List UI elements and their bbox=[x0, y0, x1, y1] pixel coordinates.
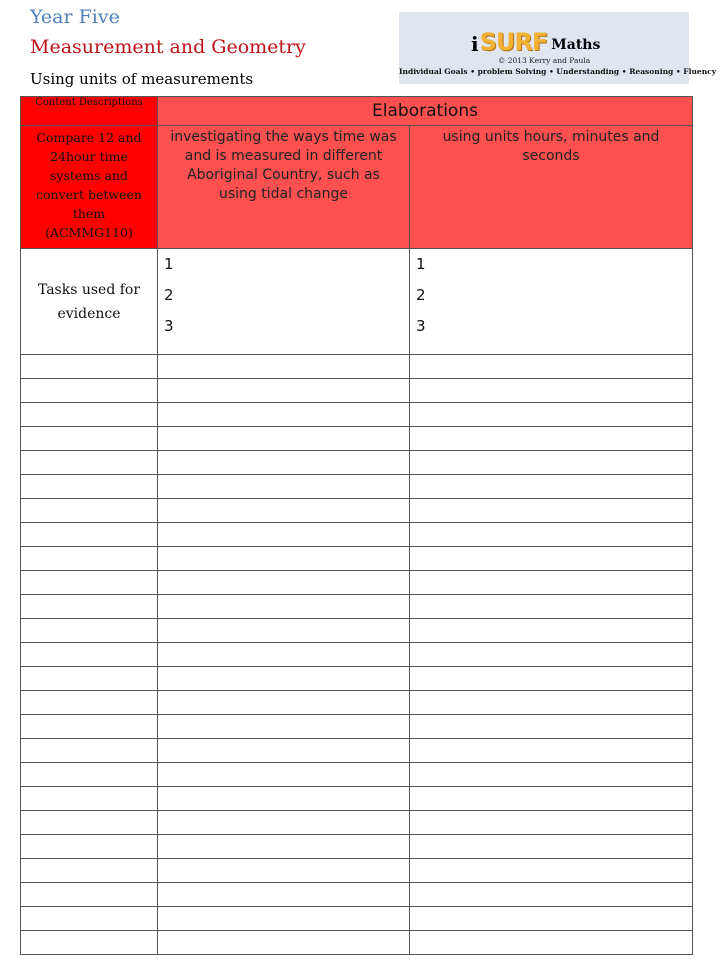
blank-cell[interactable] bbox=[21, 643, 158, 667]
blank-cell[interactable] bbox=[410, 859, 693, 883]
blank-cell[interactable] bbox=[158, 619, 410, 643]
blank-row bbox=[21, 547, 693, 571]
blank-cell[interactable] bbox=[410, 427, 693, 451]
logo-brand-i: i bbox=[471, 32, 479, 56]
blank-row bbox=[21, 739, 693, 763]
blank-cell[interactable] bbox=[410, 379, 693, 403]
blank-cell[interactable] bbox=[158, 643, 410, 667]
blank-cell[interactable] bbox=[410, 667, 693, 691]
blank-cell[interactable] bbox=[158, 931, 410, 955]
blank-cell[interactable] bbox=[410, 403, 693, 427]
blank-cell[interactable] bbox=[21, 523, 158, 547]
blank-row bbox=[21, 715, 693, 739]
table-header-row bbox=[21, 97, 693, 126]
blank-cell[interactable] bbox=[158, 475, 410, 499]
blank-cell[interactable] bbox=[158, 883, 410, 907]
elaborations-header: Elaborations bbox=[158, 97, 693, 126]
blank-cell[interactable] bbox=[21, 739, 158, 763]
blank-cell[interactable] bbox=[410, 811, 693, 835]
blank-cell[interactable] bbox=[410, 451, 693, 475]
task-number-3: 3 bbox=[164, 317, 174, 335]
blank-cell[interactable] bbox=[21, 859, 158, 883]
blank-cell[interactable] bbox=[410, 547, 693, 571]
blank-row bbox=[21, 667, 693, 691]
blank-cell[interactable] bbox=[21, 475, 158, 499]
tasks-label-cell: Tasks used for evidence bbox=[21, 249, 158, 355]
tasks-list-left[interactable] bbox=[158, 249, 410, 355]
blank-cell[interactable] bbox=[410, 787, 693, 811]
blank-cell[interactable] bbox=[158, 859, 410, 883]
blank-cell[interactable] bbox=[158, 739, 410, 763]
tasks-list-right[interactable] bbox=[410, 249, 693, 355]
blank-cell[interactable] bbox=[21, 547, 158, 571]
task-number-1: 1 bbox=[416, 255, 426, 273]
blank-row bbox=[21, 811, 693, 835]
blank-cell[interactable] bbox=[410, 499, 693, 523]
blank-cell[interactable] bbox=[21, 883, 158, 907]
blank-cell[interactable] bbox=[410, 907, 693, 931]
logo-brand-maths: Maths bbox=[551, 37, 601, 53]
blank-cell[interactable] bbox=[21, 619, 158, 643]
content-row bbox=[21, 126, 693, 249]
elaboration-cell-1: investigating the ways time was and is measured in different Aboriginal Country, such as using tidal change bbox=[158, 126, 410, 249]
task-number-1: 1 bbox=[164, 255, 174, 273]
task-number-2: 2 bbox=[164, 286, 174, 304]
blank-row bbox=[21, 427, 693, 451]
blank-row bbox=[21, 859, 693, 883]
blank-row bbox=[21, 787, 693, 811]
blank-cell[interactable] bbox=[158, 691, 410, 715]
year-level-heading: Year Five bbox=[30, 6, 120, 28]
blank-row bbox=[21, 571, 693, 595]
blank-cell[interactable] bbox=[21, 427, 158, 451]
blank-cell[interactable] bbox=[21, 403, 158, 427]
blank-cell[interactable] bbox=[158, 763, 410, 787]
blank-row bbox=[21, 355, 693, 379]
logo-brand-surf: SURF bbox=[479, 28, 548, 56]
isurf-maths-logo bbox=[399, 12, 717, 84]
blank-cell[interactable] bbox=[158, 715, 410, 739]
blank-cell[interactable] bbox=[410, 715, 693, 739]
blank-cell[interactable] bbox=[21, 787, 158, 811]
blank-cell[interactable] bbox=[21, 907, 158, 931]
blank-row bbox=[21, 379, 693, 403]
blank-cell[interactable] bbox=[21, 355, 158, 379]
blank-cell[interactable] bbox=[410, 883, 693, 907]
logo-tagline: Individual Goals • problem Solving • Understanding • Reasoning • Fluency bbox=[399, 67, 717, 76]
blank-cell[interactable] bbox=[21, 499, 158, 523]
blank-row bbox=[21, 475, 693, 499]
blank-cell[interactable] bbox=[410, 739, 693, 763]
blank-cell[interactable] bbox=[21, 667, 158, 691]
blank-cell[interactable] bbox=[158, 571, 410, 595]
blank-cell[interactable] bbox=[158, 787, 410, 811]
blank-cell[interactable] bbox=[410, 595, 693, 619]
blank-row bbox=[21, 523, 693, 547]
blank-cell[interactable] bbox=[158, 667, 410, 691]
content-description-cell: Compare 12 and 24hour time systems and convert between them (ACMMG110) bbox=[21, 126, 158, 249]
blank-cell[interactable] bbox=[158, 403, 410, 427]
elaboration-cell-2: using units hours, minutes and seconds bbox=[410, 126, 693, 249]
blank-cell[interactable] bbox=[410, 523, 693, 547]
planning-table bbox=[20, 96, 693, 955]
topic-heading: Using units of measurements bbox=[30, 70, 254, 88]
blank-row bbox=[21, 451, 693, 475]
blank-row bbox=[21, 883, 693, 907]
blank-cell[interactable] bbox=[410, 931, 693, 955]
blank-cell[interactable] bbox=[21, 715, 158, 739]
blank-cell[interactable] bbox=[158, 379, 410, 403]
logo-copyright: © 2013 Kerry and Paula bbox=[497, 56, 591, 65]
strand-heading: Measurement and Geometry bbox=[30, 36, 306, 58]
blank-cell[interactable] bbox=[158, 499, 410, 523]
blank-cell[interactable] bbox=[410, 571, 693, 595]
blank-cell[interactable] bbox=[410, 763, 693, 787]
blank-cell[interactable] bbox=[410, 691, 693, 715]
blank-row bbox=[21, 691, 693, 715]
blank-row bbox=[21, 499, 693, 523]
blank-cell[interactable] bbox=[410, 835, 693, 859]
blank-cell[interactable] bbox=[410, 619, 693, 643]
blank-cell[interactable] bbox=[410, 475, 693, 499]
content-descriptions-header: Content Descriptions bbox=[21, 97, 158, 126]
blank-row bbox=[21, 643, 693, 667]
blank-cell[interactable] bbox=[158, 595, 410, 619]
blank-cell[interactable] bbox=[21, 811, 158, 835]
blank-cell[interactable] bbox=[21, 595, 158, 619]
task-number-2: 2 bbox=[416, 286, 426, 304]
blank-cell[interactable] bbox=[158, 811, 410, 835]
blank-row bbox=[21, 403, 693, 427]
blank-cell[interactable] bbox=[21, 451, 158, 475]
blank-cell[interactable] bbox=[410, 355, 693, 379]
blank-cell[interactable] bbox=[21, 835, 158, 859]
blank-row bbox=[21, 763, 693, 787]
blank-cell[interactable] bbox=[410, 643, 693, 667]
blank-cell[interactable] bbox=[21, 691, 158, 715]
blank-row bbox=[21, 619, 693, 643]
blank-cell[interactable] bbox=[21, 763, 158, 787]
blank-row bbox=[21, 907, 693, 931]
blank-cell[interactable] bbox=[158, 427, 410, 451]
blank-cell[interactable] bbox=[21, 571, 158, 595]
blank-cell[interactable] bbox=[158, 523, 410, 547]
blank-row bbox=[21, 595, 693, 619]
blank-cell[interactable] bbox=[158, 451, 410, 475]
blank-cell[interactable] bbox=[158, 907, 410, 931]
blank-cell[interactable] bbox=[21, 931, 158, 955]
blank-row bbox=[21, 931, 693, 955]
tasks-row bbox=[21, 249, 693, 355]
blank-cell[interactable] bbox=[158, 835, 410, 859]
blank-cell[interactable] bbox=[21, 379, 158, 403]
blank-cell[interactable] bbox=[158, 355, 410, 379]
blank-cell[interactable] bbox=[158, 547, 410, 571]
task-number-3: 3 bbox=[416, 317, 426, 335]
blank-row bbox=[21, 835, 693, 859]
logo-brand bbox=[471, 22, 600, 56]
